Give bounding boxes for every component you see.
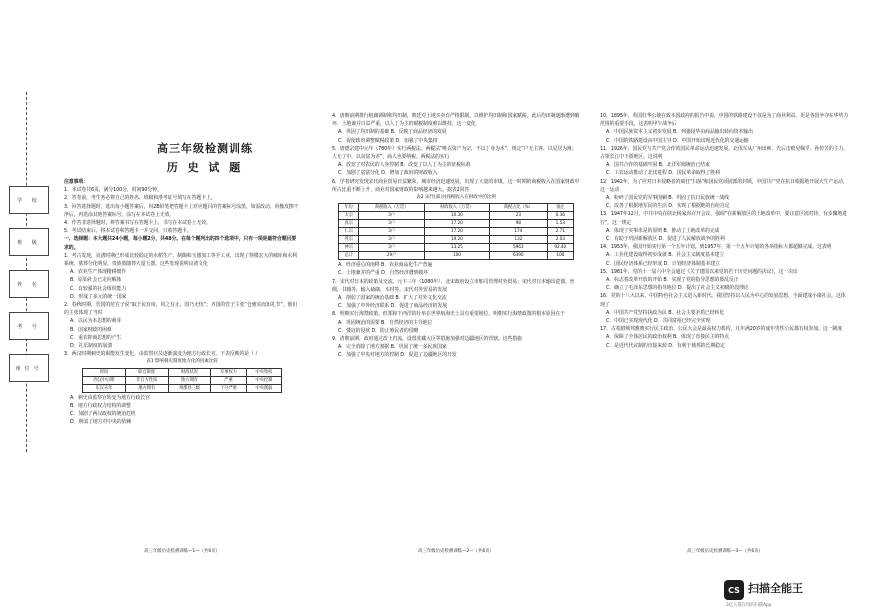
text-line: 4．唐朝前期推行租庸调制和均田制，朝廷对土地买卖有严格限制，以维护均田制和国家赋税。此后均田制逐渐遭到破坏，土地兼并日益严重，以人丁为主的赋税制度难以维持。这一变化 (332, 113, 580, 128)
seat-number-field (9, 354, 49, 382)
exam-title: 高三年级检测训练 (157, 142, 253, 155)
question-3: 3．两汉时期刺史的职能发生变化，由监察官员逐渐演变为地方行政长官。下表反映的是（ ） (64, 351, 261, 358)
table-1 (82, 368, 282, 393)
table-row (339, 212, 574, 220)
option-line: A．保障了全体居民的政治权利 B．体现了直接民主的特点 (606, 334, 729, 341)
q1-option: C．有较强的社会组织能力 (70, 285, 127, 292)
exam-number-field (9, 312, 49, 340)
table-cell: 西汉中后期 (83, 376, 126, 384)
note-item: 2．答卷前，考生务必将自己的姓名、班级和准考证号填写在答题卡上。 (64, 195, 216, 202)
table-row (83, 376, 282, 384)
table-cell: 英宗 (339, 236, 359, 244)
table-header-cell: 职官制度 (125, 368, 168, 376)
q1-option: A．农业生产体现精耕细作 (70, 269, 126, 276)
option-line: A．标志着改革开放的开始 B．实现了党的指导思想的拨乱反正 (606, 277, 739, 284)
table-cell: 2.71 (547, 228, 573, 236)
table-cell: 3户 (359, 244, 424, 252)
option-line: C．中国的铁路建设由中国主导 D．中国开始出现近代化的交通运输 (606, 137, 749, 144)
table-cell: 州郡县三级 (168, 384, 211, 392)
text-line: 16．党的十八大以来，中国特色社会主义进入新时代。我国坚持以人民为中心的发展思想，全面建成小康社会。这体现了 (600, 293, 846, 308)
option-line: A．完全消除了地方割据 B．巩固了统一多民族国家 (338, 344, 447, 351)
table-cell: 1.53 (547, 220, 573, 228)
option-line: C．有助于巩固新解放区 D．促进了人民解放战争的胜利 (606, 236, 725, 243)
table-cell: 中央削弱 (246, 384, 281, 392)
binding-strip (4, 92, 48, 452)
notes-heading: 注意事项： (64, 179, 88, 185)
school-label: 学 校 (17, 197, 41, 204)
name-field (9, 270, 49, 298)
table-cell: 100 (424, 252, 489, 260)
scanner-app-name: 扫描全能王 (748, 582, 803, 595)
page-footer-2: 高三年级历史检测训练—2—（共6页） (418, 549, 494, 554)
table-cell: 真宗 (339, 220, 359, 228)
scanner-watermark (724, 578, 864, 608)
option-line: C．改善了根据地军民的生活 D．实现了根据地的自给自足 (606, 203, 730, 210)
note-item: 3．回答选择题时，选出每小题答案后，用2B铅笔把答题卡上对应题目的答案标号涂黑。如需改动，用橡皮擦干净后，再选涂其他答案标号。涂写在本试卷上无效。 (64, 203, 299, 218)
text-line: 7．宋代对日本的政策及交流。元丰三年（1080年），北宋政府设立市舶司管理对外贸易；宋代对日本输出瓷器、丝绸、书籍等，输入硫磺、木材等。宋代对外贸易的发展 (332, 278, 575, 293)
table-cell: 17.20 (424, 220, 489, 228)
text-line: 15．1981年，党的十一届六中全会通过《关于建国以来党的若干历史问题的决议》，这一决议 (600, 268, 798, 275)
q1-option: B．原始社会已走向解体 (70, 277, 122, 284)
table-cell: 29户 (359, 252, 424, 260)
table-cell: 98 (490, 220, 547, 228)
table-cell: 23 (490, 212, 547, 220)
option-line: A．工业化建设取得初步成就 B．社会主义制度基本建立 (606, 252, 725, 259)
option-line: C．促使政府调整赋税政策 D．加强了中央集权 (338, 137, 438, 144)
table-cell: 地方拥有 (125, 384, 168, 392)
table-row (339, 244, 574, 252)
text-line: 10．1895年，英国驻华公使在致本国政府的报告中说，中国的铁路建设不仅是为了商业利益，更是各国争夺在华势力范围的重要手段。这表明甲午战争后 (600, 113, 849, 128)
class-field (9, 228, 49, 256)
option-line: A．削弱了国家的统治基础 B．扩大了对外文化交流 (338, 295, 447, 302)
school-field (9, 186, 49, 214)
q3-option: A．刺史由监察官转变为地方行政长官 (70, 394, 150, 401)
table-row (339, 228, 574, 236)
option-line: A．粉碎了国民党的军事围剿 B．巩固了抗日民族统一战线 (606, 195, 729, 202)
q2-option: C．重农抑商思想的产生 (70, 334, 122, 341)
table-cell: 3户 (359, 236, 424, 244)
option-line: C．是近代代议制的直接来源 D．有利于城邦的长期稳定 (606, 342, 725, 349)
q2-option: B．国家财政的困难 (70, 326, 112, 333)
table-cell: 92.40 (547, 244, 573, 252)
column-3 (600, 112, 850, 544)
text-line: 11．1926年，国民党与共产党合作的国民革命运动迅速发展，北伐军从广州出师，先后击败吴佩孚、孙传芳的主力，占领长江中下游地区。这说明 (600, 145, 849, 161)
q2-option: A．以民为本思想的萌芽 (70, 318, 122, 325)
table-cell: 总计 (339, 252, 359, 260)
option-line: A．中国共产党坚持执政为民 B．社会主要矛盾已经转化 (606, 309, 725, 316)
table-cell: 10.30 (424, 212, 489, 220)
table-cell: 东汉末年 (83, 384, 126, 392)
table-row (339, 252, 574, 260)
table-2-caption: 表2 宋代(部分)商税收入在财政中的比例 (416, 195, 496, 201)
table-2 (338, 203, 574, 260)
option-line: A．放宽了对农民的人身控制 B．改变了以人丁为主的征税标准 (338, 162, 471, 169)
column-1 (64, 178, 300, 478)
text-line: 14．1953年，我国开始实行第一个五年计划。到1957年，第一个五年计划的各项指标大都超额完成。这表明 (600, 244, 832, 251)
option-line: C．国民经济体系已经形成 D．计划经济体制基本建立 (606, 260, 720, 267)
option-line: C．中国已实现现代化 D．共同富裕已经完全实现 (606, 318, 711, 325)
exam-subject: 历 史 试 题 (166, 161, 244, 174)
table-header-cell: 财政状况 (168, 368, 211, 376)
option-line: A．体现了实事求是的原则 B．推动了土地改革的完成 (606, 227, 720, 234)
q3-option: D．削弱了地方对中央的依赖 (70, 419, 132, 426)
table-cell: 神宗 (339, 244, 359, 252)
table-cell: 0.36 (547, 212, 573, 220)
text-line: 6．学者研究发现宋代商业贸易日益繁荣，城市经济迅速发展，出现了大量的市镇。这一时期的商税收入在国家财政中所占比重不断上升，商业对国家财政的影响越来越大。据表2回答 (332, 178, 580, 193)
option-line: C．倭寇的侵扰 D．防止殖民者的侵略 (338, 327, 419, 334)
table-cell: 3户 (359, 212, 424, 220)
option-line: C．工农运动推动了北伐进程 D．国民革命取得了胜利 (606, 170, 720, 177)
cs-logo-icon: CS (724, 580, 744, 600)
table-header-cell: 备注 (547, 204, 573, 212)
note-item: 5．考试结束后，将本试卷和答题卡一并交回，只收答题卡。 (64, 228, 192, 235)
table-header-cell: 商税占比（%） (490, 204, 547, 212)
scanner-tagline: 3亿人都在用的扫描App (726, 603, 772, 608)
class-label: 班 级 (17, 239, 41, 246)
option-line: A．中国民族资本主义初步发展 B．列强侵华由商品输出转向资本输出 (606, 129, 753, 136)
name-label: 姓 名 (17, 281, 41, 288)
table-cell: 5963 (490, 244, 547, 252)
table-cell: 十分严重 (211, 384, 246, 392)
table-header-cell: 军事权力 (211, 368, 246, 376)
option-line: A．巩固了均田制的基础 B．反映了商品经济的发展 (338, 129, 447, 136)
table-cell: 2.03 (547, 236, 573, 244)
table-cell: 中央控制 (246, 376, 281, 384)
table-1-caption: 表1 影响刺史制度地方化的因素比较 (146, 359, 218, 365)
option-line: C．确立了毛泽东思想的指导地位 D．提出了社会主义初级阶段理论 (606, 285, 749, 292)
exam-number-label: 考 号 (17, 323, 41, 330)
q3-option: C．加剧了两汉政权的统治危机 (70, 411, 136, 418)
question-1: 1．考古发现，良渚时期已形成比较稳定的水稻生产、制陶和玉器加工等手工业，出现了规模宏大的城址和水利系统，墓葬分化明显，贵族墓随葬大量玉器。这些发现说明良渚文化 (64, 252, 297, 268)
page-footer-3: 高三年级历史检测训练—3—（共6页） (687, 549, 763, 554)
table-header-row (339, 204, 574, 212)
option-line: A．国共合作的基础牢固 B．北洋军阀统治已结束 (606, 162, 710, 169)
table-cell: 严重 (211, 376, 246, 384)
option-line: C．土地兼并的严重 D．自然经济遭到破坏 (338, 270, 428, 277)
option-line: A．巩固统治的需要 B．自然经济的主导地位 (338, 319, 433, 326)
table-cell: 19.20 (424, 236, 489, 244)
table-cell: 地方拥有 (168, 376, 211, 384)
table-row (339, 220, 574, 228)
table-cell: 太宗 (339, 212, 359, 220)
table-cell: 174 (490, 228, 547, 236)
table-cell: 6390 (490, 252, 547, 260)
option-line: A．经济重心的南移 B．农业商品化生产普遍 (338, 262, 433, 269)
table-header-cell: 商税收入（万贯） (359, 204, 424, 212)
table-header-cell: 年份 (339, 204, 359, 212)
table-header-cell: 财政收入（万贯） (424, 204, 489, 212)
table-cell: 17.20 (424, 228, 489, 236)
table-cell: 仁宗 (339, 228, 359, 236)
section-heading: 一、选择题：本大题共24小题，每小题2分，共48分。在每个题列出的四个选项中，只有一项是最符合题目要求的。 (64, 236, 297, 251)
option-line: C．加强了中外经济联系 D．促进了商品经济的发展 (338, 303, 448, 310)
text-line: 13．1947年12月，中共中央在陕北杨家沟召开会议，强调“在新解放区的土地改革中，要注意区别对待，有步骤地进行”。这一规定 (600, 211, 847, 226)
table-row (339, 236, 574, 244)
text-line: 5．唐德宗建中元年（780年）实行两税法。两税法“唯以资产为宗，不以丁身为本”，规定“户无主客，以见居为簿；人无丁中，以贫富为差”，商人也要纳税。两税法的实行 (332, 145, 577, 161)
column-2 (332, 112, 580, 544)
question-2: 2．春秋时期，晋国的范宣子说“取于民有度，用之有止，国乃无忧”；齐国的管子主张“仓廪实而知礼节”。他们的主张体现了当时 (64, 302, 298, 317)
text-line: 12．1942年，为了应对日本侵略者的疯狂"扫荡"和国民党顽固派的封锁，中国共产党在抗日根据地开展大生产运动，这一运动 (600, 178, 848, 193)
table-cell: 非官方性质 (125, 376, 168, 384)
note-item: 4．作答非选择题时，将答案书写在答题卡上，书写在本试卷上无效。 (64, 220, 211, 227)
option-line: C．加剧了贫富分化 D．增加了政府的财政收入 (338, 170, 438, 177)
page-footer-1: 高三年级历史检测训练—1—（共6页） (144, 549, 220, 554)
table-cell: 132 (490, 236, 547, 244)
text-line: 8．明朝实行海禁政策，但郑和下西洋的壮举在世界航海史上具有重要地位。明朝实行海禁政策的根本原因在于 (332, 311, 565, 318)
table-cell: 13.25 (424, 244, 489, 252)
note-item: 1．本试卷共6页，满分100分，时间90分钟。 (64, 187, 162, 194)
option-line: C．加强了中央对地方的控制 D．促进了边疆地区的开发 (338, 352, 457, 359)
q3-option: B．地方行政权力结构的调整 (70, 402, 131, 409)
seat-number-label: 座位号 (15, 365, 43, 372)
table-cell: 3户 (359, 228, 424, 236)
text-line: 9．清朝前期，政府通过改土归流、设置驻藏大臣等措施加强对边疆地区的管辖。这些措施 (332, 336, 522, 343)
table-row (83, 384, 282, 392)
table-header-cell: 时间 (83, 368, 126, 376)
q1-option: D．形成了多元的统一国家 (70, 293, 127, 300)
table-cell: 3户 (359, 220, 424, 228)
table-header-row (83, 368, 282, 376)
text-line: 17．古希腊城邦雅典实行民主政治，公民大会是最高权力机构，凡年满20岁的成年男性公民都有权参加。这一制度 (600, 326, 842, 333)
table-cell: 100 (547, 252, 573, 260)
q2-option: D．礼乐制度的崩溃 (70, 343, 112, 350)
table-header-cell: 中央集权 (246, 368, 281, 376)
